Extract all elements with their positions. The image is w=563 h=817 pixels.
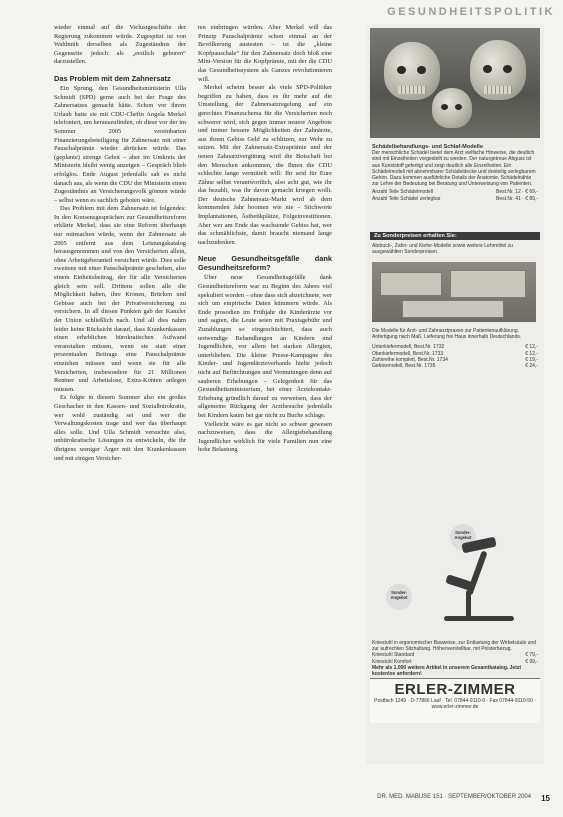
product-block-skulls	[372, 144, 538, 202]
brand-contact: Postfach 1249 · D-77866 Lauf · Tel. 07844-9110-0 · Fax 07844-9110-50 · www.erler-zimmer.de	[374, 698, 536, 710]
skull-icon	[432, 88, 472, 128]
page-footer	[318, 794, 550, 803]
paragraph: Das Problem mit dem Zahnersatz ist folgendes: In den Konsensgesprächen zur Gesundheitsreform erklärte Merkel, dass sie eine Reform überhaupt nur mitmachen würde, wenn der Zahnersatz ab 2005 entfernt aus dem Leistungskatalog herausgenommen und von den Versicherten allein, ohne Arbeitgeberanteil versichert würde. Dies solle zweitens mit einer Pauschalprämie geschehen, also einem Einheitsbeitrag, der für alle Versicherten gleich sein soll. Drittens sollen alle die Möglichkeit haben, ihre Kronen, Brücken und Gebisse auch bei der Privatversicherung zu versichern. In all diesen Punkten gab der Kanzler der Union schließlich nach. Und all dies nahm leider keine Rücksicht darauf, dass Krankenkassen einen erheblichen bürokratischen Aufwand veranstalten müssen, wenn sie statt einer prozentualen Beitrags eine Pauschalprämie einziehen müssen und wenn sie für alle Versicherten, insbesondere für 21 Millionen Rentner und Arbeitslose, Extra-Konten anlegen müssen.	[54, 205, 186, 393]
paragraph: Es folgte in diesem Sommer also ein großes Geschacher in den Kassen- und Sozialbürokratie, wer wohl zuständig sei und wer die Verwaltungskosten trage und wer das überhaupt alles solle. Und Ulla Schmidt versuchte also, unbürokratische Lösungen zu entwickeln, die ihr übrigens weniger Ärger mit den Krankenkassen und mit einigen Versicher-	[54, 394, 186, 462]
subheading: Das Problem mit dem Zahnersatz	[54, 73, 171, 83]
offer-description: Abdruck-, Zahn- und Kiefer-Modelle sowie weitere Lehrmittel zu ausgewählten Sonderpreisen.	[372, 243, 513, 256]
paragraph: wieder einmal auf die Verlustgeschäfte der Regierung zukommen würde. Zugespitzt ist von Wahlmüh derselben als Zugeständnis der Gegenseite jedoch als „erstlich geboren“ darzustellen.	[54, 24, 186, 66]
skull-icon	[470, 40, 526, 100]
price-row: Kniestuhl Standard € 79,-	[372, 652, 538, 659]
paragraph: Über neue Gesundheitsgefälle dank Gesundheitsreform war zu Beginn des Jahres viel spekuliert worden – ohne dass sich abzeichnete, wer sich um empirische Daten kümmern würde. Als Ende prosodien im Frühjahr die Kinderärzte vor und sagten, die Leute seien mit Praxisgebühr und Zuzahlungen so eingeschüchtert, dass auch notwendige Behandlungen an Kindern und Jugendlichen, vor allem bei starken Allergien, unterblieben. Die kleine Presse-Kampagne des Kinder- und Jugendärzteverbands hielte jedoch nicht auf Befürchtungen und Vermutungen denn auf sauberen Erhebungen – Gelegenheit für das Gesundheitsministerium, bei einer Ärztekontakt-Erhebung gründlich darauf zu verweisen, dass der allgemeine Rückgang der Arztbesuche jedenfalls bei Kindern kaum bei gar nicht zu Buche schlage.	[198, 274, 332, 419]
paragraph: Merkel scheint besser als viele SPD-Politiker begriffen zu haben, dass es ihr mehr auf die Umstellung der Zahnersatzregelung auf ein gerechtes Finanzschema für die Versicherten noch schwerer wird, sich gegen immer neuere Angebote und immer bessere Möglichkeiten der Zahnärzte, aus ihrem Gebiss Geld zu schlitzen, zur Wehr zu setzen. Mit der Zahnersatz-Extraprämie und der neuen Zahnarztvergütung wird die Botschaft bei den Menschen ankommen, die Ihnen die CDU schlechte lange vermittelt will: Ihr seid für Eure Zähne selbst verantwortlich, also acht gut, wie ihr das bezahlt, was ihr davon gemacht kriegen wollt. Der deutsche Zahnersatz-Markt wird ab dem kommenden Jahr boomen wie nie – Stichworte Implantationen, Ästhetikplätze, Folgeinvestitionen. Aber wer am Ende das wachsende Gebiss hat, wer das schmählichste, damit braucht niemand lange nachzudenken.	[198, 84, 332, 246]
order-note: Mehr als 1.000 weitere Artikel in unserem Gesamtkatalog. Jetzt kostenlos anfordern!	[372, 664, 522, 678]
knee-chair-photo	[426, 530, 536, 640]
product-block-chair	[372, 640, 538, 677]
article-column-2	[198, 24, 332, 764]
dental-models-photo	[372, 262, 536, 322]
product-description: Kniestuhl in ergonomischer Bauweise, zur Entlastung der Wirbelsäule und zur aufrechten Sitzhaltung. Höhenverstellbar, mit Polsterbezug.	[372, 640, 536, 653]
price-row: Zahnreihe komplett, Best.Nr. 1734 € 19,-	[372, 356, 538, 363]
paragraph: Ein Sprung, den Gesundheitsministerin Ulla Schmidt (SPD) gerne auch bei der Frage des Zahnersatzes gemacht hätte. Schon vor ihrem Urlaub hatte sie mit CDU-Chefin Angela Merkel telefoniert, um herauszufinden, ob diese vor der im Sommer 2005 vereinbarten Finanzierungsbeteiligung für Zahnersatz mit einer Pauschalprämie wieder abrücken würde. Das (geplante) strenge Gebot – aber im Umkreis der Ministerin bleibt wenig anzeigen – Gespräch blieb erfolglos. Ende August jedenfalls sah es nicht danach aus, als wenn die CDU der Ministerin einen Zugeständnis an Versicherungsvolk gönnen würde – selbst wenn es sachlich geboten wäre.	[54, 84, 186, 204]
journal-reference: DR. MED. MABUSE 151 · SEPTEMBER/OKTOBER 2004	[377, 794, 532, 800]
product-title: Schädelbehandlungs- und Schlaf-Modelle	[372, 144, 483, 150]
price-row: Gebissmodell, Best.Nr. 1735 € 24,-	[372, 363, 538, 370]
subheading: Neue Gesundheitsgefälle dank Gesundheitsreform?	[198, 254, 332, 273]
paragraph: Vielleicht wäre es gar nicht so schwer gewesen nachzuweisen, dass die Allergiebehandlung Jugendlicher wirklich für viele Familien nun eine hohe Belastung	[198, 420, 332, 454]
product-block-dental	[372, 328, 538, 369]
price-row: Kniestuhl Komfort € 99,-	[372, 658, 538, 665]
advertiser-logo	[370, 678, 540, 723]
advertisement-sidebar	[366, 24, 544, 764]
price-row: Oberkiefermodell, Best.Nr. 1733 € 12,-	[372, 350, 538, 357]
price-row: Unterkiefermodell, Best.Nr. 1732 € 12,-	[372, 344, 538, 351]
offer-badge: Sonder-Angebot	[386, 584, 412, 610]
brand-name: ERLER-ZIMMER	[394, 681, 516, 698]
offer-badge: Sonder-Angebot	[450, 524, 476, 550]
price-row: Anzahl Teile Schädel zerlegbar Best.Nr. 41 · € 89,-	[372, 195, 538, 202]
section-header: GESUNDHEITSPOLITIK	[387, 6, 555, 18]
skull-icon	[384, 42, 440, 100]
page-number: 15	[541, 794, 550, 803]
skull-models-photo	[370, 28, 540, 138]
paragraph: ten einbringen würden. Aber Merkel will das Prinzip Pauschalprämie schon einmal an der Bevölkerung austesten – ist die „kleine Kopfpauschale“ für den Zahnersatz doch bloß eine Mini-Version für die Kopfprämie, mit der die CDU das Gesundheitssystem als Ganzes revolutionieren will.	[198, 24, 332, 83]
article-column-1	[54, 24, 186, 764]
product-description: Die Modelle für Arzt- und Zahnarztpraxen zur Patientenaufklärung. Anfertigung nach Maß, Lieferung frei Haus innerhalb Deutschlands.	[372, 328, 522, 341]
special-offer-bar: Zu Sonderpreisen erhalten Sie:	[370, 232, 540, 240]
price-row: Anzahl Teile Schädelmodell Best.Nr. 12 · € 69,-	[372, 189, 538, 196]
product-description: Der menschliche Schädel bietet dem Arzt vielfache Hinweise, die deutlich sind mit Einzelheiten vorgestellt zu werden. Der naturgetreue Abguss ist aus Kunststoff gefertigt und zeigt deutlich alle Einzelheiten. Ein Schädelmodell mit abnehmbarer Schädeldecke und dreiteilig zerlegbarem Gehirn. Dazu kommen ausführliche Details der Anatomie, Schädelnähte zur Lehre der Bedeutung bei Beratung und Unterweisung von Patienten.	[372, 150, 536, 188]
